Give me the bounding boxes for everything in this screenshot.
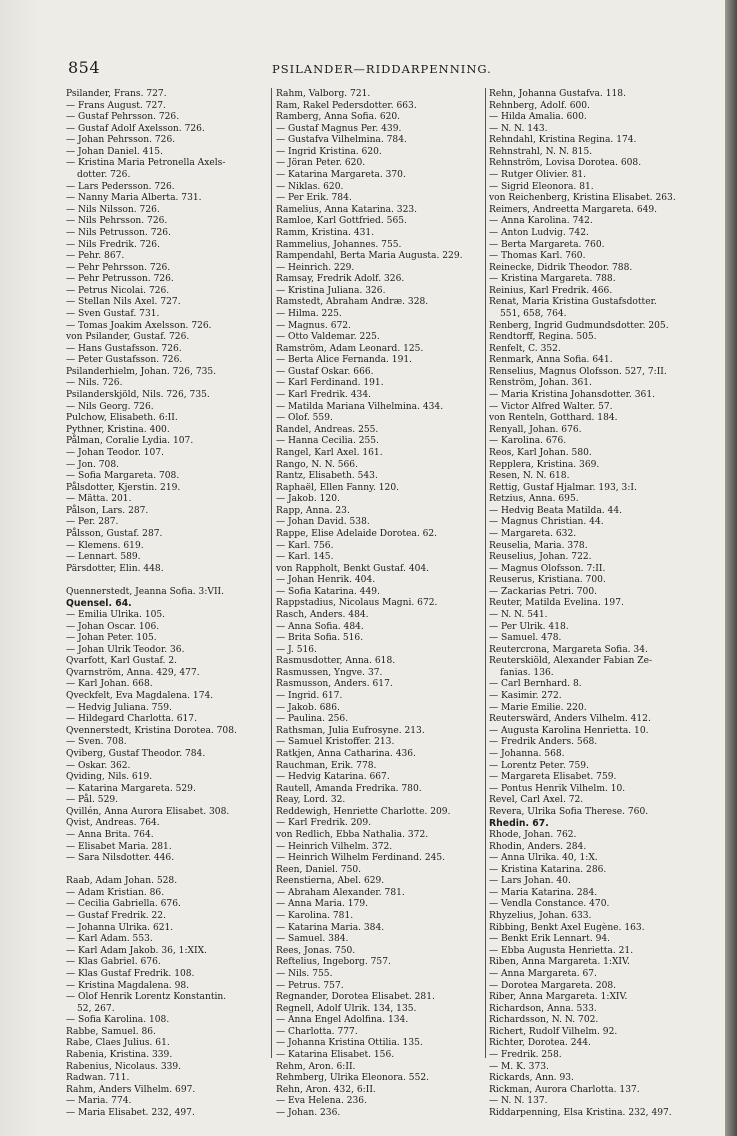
index-entry: Pärsdotter, Elin. 448. xyxy=(66,563,164,574)
index-entry: Rabenius, Nicolaus. 339. xyxy=(66,1061,182,1072)
index-entry: Rhyzelius, Johan. 633. xyxy=(489,911,592,922)
index-entry: — Karl. 145. xyxy=(276,552,334,563)
index-entry: — Sven. 708. xyxy=(66,737,127,748)
index-entry: — Nils Georg. 726. xyxy=(66,401,154,412)
index-entry: — Katarina Maria. 384. xyxy=(276,922,385,933)
index-entry: von Rappholt, Benkt Gustaf. 404. xyxy=(276,563,430,574)
index-entry: — N. N. 143. xyxy=(489,123,548,134)
index-entry: — Magnus Olofsson. 7:II. xyxy=(489,563,606,574)
page-number: 854 xyxy=(68,58,101,77)
index-entry: — Hildegard Charlotta. 617. xyxy=(66,714,197,725)
index-entry: Pålman, Coralie Lydia. 107. xyxy=(66,436,194,447)
index-entry: — Johanna Ulrika. 621. xyxy=(66,922,174,933)
index-entry: Rasmusdotter, Anna. 618. xyxy=(276,656,396,667)
index-entry: Revera, Ulrika Sofia Therese. 760. xyxy=(489,806,649,817)
index-entry: Quennerstedt, Jeanna Sofia. 3:VII. xyxy=(66,586,225,597)
index-entry: Rhode, Johan. 762. xyxy=(489,830,577,840)
index-entry: Reftelius, Ingeborg. 757. xyxy=(276,957,391,968)
index-entry: — Maria Katarina. 284. xyxy=(489,887,598,898)
index-entry: Qvarnström, Anna. 429, 477. xyxy=(66,667,200,678)
index-entry: — Johan Pehrsson. 726. xyxy=(66,135,176,146)
index-entry: — Hedvig Beata Matilda. 44. xyxy=(489,505,623,516)
index-entry: Rahm, Valborg. 721. xyxy=(276,89,371,99)
index-entry: Reuserus, Kristiana. 700. xyxy=(489,575,606,586)
column-rule xyxy=(271,88,272,1058)
index-entry: — Kasimir. 272. xyxy=(489,691,562,702)
index-entry: Reuterswärd, Anders Vilhelm. 412. xyxy=(489,714,651,725)
index-entry: Rehmberg, Ulrika Eleonora. 552. xyxy=(276,1073,430,1084)
index-entry: — Katarina Margareta. 370. xyxy=(276,170,406,181)
index-entry: — Anna Margareta. 67. xyxy=(489,968,597,979)
index-entry: Rabbe, Samuel. 86. xyxy=(66,1026,156,1037)
index-entry: — Berta Alice Fernanda. 191. xyxy=(276,355,413,366)
index-entry: Repplera, Kristina. 369. xyxy=(489,459,600,470)
index-entry: — Jöran Peter. 620. xyxy=(276,158,366,169)
index-entry: — Katarina Margareta. 529. xyxy=(66,783,196,794)
section-gap xyxy=(66,575,266,587)
index-entry: — Otto Valdemar. 225. xyxy=(276,332,380,343)
index-entry: — Pehr. 867. xyxy=(66,251,125,262)
index-entry: — Gustaf Oskar. 666. xyxy=(276,366,374,377)
index-entry: — Sofia Karolina. 108. xyxy=(66,1015,170,1026)
index-entry: — Per. 287. xyxy=(66,517,119,528)
index-entry: — Gustaf Magnus Per. 439. xyxy=(276,123,402,134)
index-entry: — Johan Henrik. 404. xyxy=(276,575,376,586)
index-entry: Ramm, Kristina. 431. xyxy=(276,227,375,238)
index-entry: von Psilander, Gustaf. 726. xyxy=(66,332,190,343)
index-column-2 xyxy=(276,89,481,1118)
index-entry: Pålson, Lars. 287. xyxy=(66,505,149,516)
index-entry: dotter. 726. xyxy=(77,170,131,181)
index-entry: — Karolina. 781. xyxy=(276,911,354,922)
index-entry: — Matilda Mariana Vilhelmina. 434. xyxy=(276,401,444,412)
index-entry: — Benkt Erik Lennart. 94. xyxy=(489,934,611,945)
index-entry: — Sara Nilsdotter. 446. xyxy=(66,853,175,864)
index-entry: — Olof. 559. xyxy=(276,413,333,424)
index-entry: — Marie Emilie. 220. xyxy=(489,702,587,713)
index-entry: — Kristina Magdalena. 98. xyxy=(66,980,190,991)
index-entry: — Klemens. 619. xyxy=(66,540,144,551)
index-entry: Pythner, Kristina. 400. xyxy=(66,424,170,435)
index-entry: — Johanna Kristina Ottilia. 135. xyxy=(276,1038,423,1049)
index-entry: — Per Ulrik. 418. xyxy=(489,621,569,632)
index-entry: — Katarina Elisabet. 156. xyxy=(276,1049,395,1060)
index-entry: Qvennerstedt, Kristina Dorotea. 708. xyxy=(66,725,237,736)
index-entry: — Anna Maria. 179. xyxy=(276,899,369,910)
index-entry: — Hilma. 225. xyxy=(276,308,342,319)
index-entry: — Paulina. 256. xyxy=(276,714,349,725)
index-entry: — Peter Gustafsson. 726. xyxy=(66,355,183,366)
index-entry: Revel, Carl Axel. 72. xyxy=(489,795,584,806)
index-entry: — Carl Bernhard. 8. xyxy=(489,679,582,690)
index-entry: Rapp, Anna. 23. xyxy=(276,505,350,516)
index-entry: — Gustafva Vilhelmina. 784. xyxy=(276,135,407,146)
index-entry: — Maria Kristina Johansdotter. 361. xyxy=(489,390,656,401)
index-column-1 xyxy=(66,89,266,1118)
index-entry: — Nils. 726. xyxy=(66,378,123,389)
index-entry: — Hedvig Juliana. 759. xyxy=(66,702,172,713)
index-entry: — Nils Fredrik. 726. xyxy=(66,239,160,250)
index-entry: Reddewigh, Henriette Charlotte. 209. xyxy=(276,806,451,817)
index-entry: Renmark, Anna Sofia. 641. xyxy=(489,355,613,366)
index-entry: Rauchman, Erik. 778. xyxy=(276,760,377,771)
index-entry: Reutercrona, Margareta Sofia. 34. xyxy=(489,644,648,655)
index-entry: Riddarpenning, Elsa Kristina. 232, 497. xyxy=(489,1107,672,1118)
index-entry: Randel, Andreas. 255. xyxy=(276,424,379,435)
index-entry: Ram, Rakel Pedersdotter. 663. xyxy=(276,100,417,111)
index-entry: — Rutger Olivier. 81. xyxy=(489,170,587,181)
index-entry: Rehm, Aron. 6:II. xyxy=(276,1061,356,1072)
index-entry: Rehndahl, Kristina Regina. 174. xyxy=(489,135,637,146)
index-entry: 551, 658, 764. xyxy=(500,308,567,319)
index-entry: — Karolina. 676. xyxy=(489,436,567,447)
index-entry: Rickards, Ann. 93. xyxy=(489,1073,574,1084)
index-entry: — Lars Pedersson. 726. xyxy=(66,181,175,192)
index-entry: Riber, Anna Margareta. 1:XIV. xyxy=(489,992,628,1003)
index-entry: Rehnberg, Adolf. 600. xyxy=(489,100,590,111)
index-entry: Rangel, Karl Axel. 161. xyxy=(276,447,383,458)
index-entry: Riben, Anna Margareta. 1:XIV. xyxy=(489,957,630,968)
index-entry: Renselius, Magnus Olofsson. 527, 7:II. xyxy=(489,366,667,377)
index-entry: Rabe, Claes Julius. 61. xyxy=(66,1038,170,1049)
family-heading: Rhedin. 67. xyxy=(489,818,549,830)
index-entry: — Johan Oscar. 106. xyxy=(66,621,160,632)
index-entry: — Magnus Christian. 44. xyxy=(489,517,604,528)
index-entry: Qvillén, Anna Aurora Elisabet. 308. xyxy=(66,806,230,817)
index-entry: Rehnstrahl, N. N. 815. xyxy=(489,146,593,157)
index-entry: Radwan. 711. xyxy=(66,1073,130,1084)
index-entry: Rahm, Anders Vilhelm. 697. xyxy=(66,1084,196,1095)
index-entry: Resen, N. N. 618. xyxy=(489,471,570,482)
index-entry: Rappstadius, Nicolaus Magni. 672. xyxy=(276,598,438,609)
index-entry: Qveckfelt, Eva Magdalena. 174. xyxy=(66,691,214,702)
index-entry: — Oskar. 362. xyxy=(66,760,131,771)
index-entry: Rabenia, Kristina. 339. xyxy=(66,1049,173,1060)
index-entry: — Karl Adam Jakob. 36, 1:XIX. xyxy=(66,945,207,956)
index-entry: Rendtorff, Regina. 505. xyxy=(489,332,597,343)
index-entry: Richardsson, N. N. 702. xyxy=(489,1015,599,1026)
index-entry: — Niklas. 620. xyxy=(276,181,344,192)
index-entry: — Brita Sofia. 516. xyxy=(276,633,364,644)
index-entry: — Magnus. 672. xyxy=(276,320,351,331)
index-entry: Renström, Johan. 361. xyxy=(489,378,592,389)
index-entry: Reuselius, Johan. 722. xyxy=(489,552,592,563)
index-entry: Rathsman, Julia Eufrosyne. 213. xyxy=(276,725,425,736)
index-entry: — Emilia Ulrika. 105. xyxy=(66,610,166,621)
index-entry: — Per Erik. 784. xyxy=(276,193,352,204)
index-entry: — Karl Johan. 668. xyxy=(66,679,153,690)
index-entry: — Maria Elisabet. 232, 497. xyxy=(66,1107,195,1118)
index-entry: — Lars Johan. 40. xyxy=(489,876,571,887)
index-entry: — Nanny Maria Alberta. 731. xyxy=(66,193,202,204)
index-entry: — Johan. 236. xyxy=(276,1107,341,1118)
index-entry: — Karl Ferdinand. 191. xyxy=(276,378,384,389)
index-entry: — Gustaf Fredrik. 22. xyxy=(66,911,166,922)
index-entry: Rampendahl, Berta Maria Augusta. 229. xyxy=(276,251,463,262)
index-entry: — Klas Gabriel. 676. xyxy=(66,957,161,968)
index-entry: Rehnström, Lovisa Dorotea. 608. xyxy=(489,158,642,169)
index-entry: — Dorotea Margareta. 208. xyxy=(489,980,617,991)
index-entry: — Abraham Alexander. 781. xyxy=(276,887,405,898)
index-entry: — Ingrid Kristina. 620. xyxy=(276,146,382,157)
index-entry: — Nils. 755. xyxy=(276,968,333,979)
index-entry: Richert, Rudolf Vilhelm. 92. xyxy=(489,1026,618,1037)
index-entry: — Johanna. 568. xyxy=(489,748,565,759)
index-entry: Reinius, Karl Fredrik. 466. xyxy=(489,285,613,296)
index-entry: Pålsdotter, Kjerstin. 219. xyxy=(66,482,181,493)
index-entry: Rehn, Johanna Gustafva. 118. xyxy=(489,89,626,99)
index-entry: — Sigrid Eleonora. 81. xyxy=(489,181,594,192)
index-entry: Rammelius, Johannes. 755. xyxy=(276,239,402,250)
index-entry: — N. N. 137. xyxy=(489,1096,548,1107)
index-entry: Rhodin, Anders. 284. xyxy=(489,841,587,852)
index-entry: Qvist, Andreas. 764. xyxy=(66,818,160,829)
index-entry: — Fredrik Anders. 568. xyxy=(489,737,598,748)
index-entry: — Lennart. 589. xyxy=(66,552,141,563)
index-entry: — Sven Gustaf. 731. xyxy=(66,308,160,319)
index-entry: — Frans August. 727. xyxy=(66,100,166,111)
index-entry: — Pehr Petrusson. 726. xyxy=(66,274,174,285)
index-entry: Reay, Lord. 32. xyxy=(276,795,346,806)
index-entry: Rettig, Gustaf Hjalmar. 193, 3:I. xyxy=(489,482,637,493)
index-column-3 xyxy=(489,89,701,1118)
index-entry: — N. N. 541. xyxy=(489,610,548,621)
index-entry: — Nils Petrusson. 726. xyxy=(66,227,171,238)
index-entry: Rautell, Amanda Fredrika. 780. xyxy=(276,783,422,794)
index-entry: Raab, Adam Johan. 528. xyxy=(66,876,178,887)
index-entry: Ramberg, Anna Sofia. 620. xyxy=(276,112,401,123)
index-entry: — Klas Gustaf Fredrik. 108. xyxy=(66,968,195,979)
column-rule xyxy=(485,88,486,1058)
index-entry: Rasmusson, Anders. 617. xyxy=(276,679,393,690)
index-entry: — Kristina Juliana. 326. xyxy=(276,285,386,296)
index-entry: — Gustaf Pehrsson. 726. xyxy=(66,112,180,123)
index-entry: — Margareta Elisabet. 759. xyxy=(489,772,617,783)
index-entry: — Thomas Karl. 760. xyxy=(489,251,586,262)
index-entry: — Jon. 708. xyxy=(66,459,119,470)
index-entry: — Jakob. 120. xyxy=(276,494,340,505)
index-entry: — Petrus. 757. xyxy=(276,980,344,991)
index-entry: — Anna Sofia. 484. xyxy=(276,621,364,632)
index-entry: Rees, Jonas. 750. xyxy=(276,945,356,956)
index-entry: — Elisabet Maria. 281. xyxy=(66,841,172,852)
index-entry: — Anton Ludvig. 742. xyxy=(489,227,589,238)
index-entry: fanias. 136. xyxy=(500,667,554,678)
index-entry: — Ingrid. 617. xyxy=(276,691,343,702)
index-entry: Renberg, Ingrid Gudmundsdotter. 205. xyxy=(489,320,669,331)
index-entry: — Johan Teodor. 107. xyxy=(66,447,165,458)
index-entry: Reinecke, Didrik Theodor. 788. xyxy=(489,262,633,273)
index-entry: — Zackarias Petri. 700. xyxy=(489,586,598,597)
index-entry: Reenstierna, Abel. 629. xyxy=(276,876,385,887)
index-entry: Regnell, Adolf Ulrik. 134, 135. xyxy=(276,1003,417,1014)
index-entry: — Jakob. 686. xyxy=(276,702,340,713)
family-heading: Quensel. 64. xyxy=(66,598,132,610)
index-entry: Ratkjen, Anna Catharina. 436. xyxy=(276,748,416,759)
index-entry: Pulchow, Elisabeth. 6:II. xyxy=(66,413,178,424)
index-entry: — Cecilia Gabriella. 676. xyxy=(66,899,181,910)
index-entry: — Olof Henrik Lorentz Konstantin. xyxy=(66,992,227,1003)
index-entry: Renyall, Johan. 676. xyxy=(489,424,582,435)
index-entry: Richter, Dorotea. 244. xyxy=(489,1038,591,1049)
index-entry: Rango, N. N. 566. xyxy=(276,459,358,470)
index-entry: — Vendla Constance. 470. xyxy=(489,899,610,910)
index-entry: — Hilda Amalia. 600. xyxy=(489,112,587,123)
index-entry: — Adam Kristian. 86. xyxy=(66,887,165,898)
index-entry: — Anna Ulrika. 40, 1:X. xyxy=(489,853,598,864)
index-entry: Ramelius, Anna Katarina. 323. xyxy=(276,204,418,215)
index-entry: — Samuel. 478. xyxy=(489,633,562,644)
index-entry: — Victor Alfred Walter. 57. xyxy=(489,401,613,412)
index-entry: — Pål. 529. xyxy=(66,795,119,806)
index-entry: — Augusta Karolina Henrietta. 10. xyxy=(489,725,649,736)
index-entry: — Samuel Kristoffer. 213. xyxy=(276,737,395,748)
index-entry: — Nils Nilsson. 726. xyxy=(66,204,160,215)
index-entry: Reen, Daniel. 750. xyxy=(276,864,362,875)
index-entry: — Berta Margareta. 760. xyxy=(489,239,605,250)
index-entry: — Mätta. 201. xyxy=(66,494,132,505)
index-entry: — Kristina Katarina. 286. xyxy=(489,864,607,875)
index-entry: Regnander, Dorotea Elisabet. 281. xyxy=(276,992,435,1003)
index-entry: Reuterskiöld, Alexander Fabian Ze- xyxy=(489,656,653,667)
index-entry: von Reichenberg, Kristina Elisabet. 263. xyxy=(489,193,676,204)
index-entry: — Karl. 756. xyxy=(276,540,334,551)
index-entry: — Johan Ulrik Teodor. 36. xyxy=(66,644,185,655)
index-entry: — Stellan Nils Axel. 727. xyxy=(66,297,181,308)
page-gutter xyxy=(0,0,38,1136)
index-entry: Ramloe, Karl Gottfried. 565. xyxy=(276,216,407,227)
index-entry: Raphaël, Ellen Fanny. 120. xyxy=(276,482,400,493)
index-entry: Pålsson, Gustaf. 287. xyxy=(66,528,163,539)
index-entry: — Johan Peter. 105. xyxy=(66,633,157,644)
index-entry: von Renteln, Gotthard. 184. xyxy=(489,413,618,424)
index-entry: — J. 516. xyxy=(276,644,317,655)
section-gap xyxy=(66,865,266,877)
index-entry: — Johan David. 538. xyxy=(276,517,370,528)
index-entry: — M. K. 373. xyxy=(489,1061,549,1072)
index-entry: — Tomas Joakim Axelsson. 726. xyxy=(66,320,212,331)
index-entry: Rasch, Anders. 484. xyxy=(276,610,369,621)
index-entry: — Hans Gustafsson. 726. xyxy=(66,343,182,354)
running-head: PSILANDER—RIDDARPENNING. xyxy=(272,62,492,76)
index-entry: — Maria. 774. xyxy=(66,1096,132,1107)
index-entry: Rasmussen, Yngve. 37. xyxy=(276,667,383,678)
index-entry: — Charlotta. 777. xyxy=(276,1026,358,1037)
index-entry: — Heinrich. 229. xyxy=(276,262,355,273)
index-entry: — Karl Fredrik. 434. xyxy=(276,390,372,401)
index-entry: — Heinrich Vilhelm. 372. xyxy=(276,841,393,852)
index-entry: Psilander, Frans. 727. xyxy=(66,89,167,99)
index-entry: Retzius, Anna. 695. xyxy=(489,494,579,505)
index-entry: — Karl Fredrik. 209. xyxy=(276,818,372,829)
index-entry: — Petrus Nicolai. 726. xyxy=(66,285,170,296)
index-entry: Richardson, Anna. 533. xyxy=(489,1003,597,1014)
index-entry: — Karl Adam. 553. xyxy=(66,934,153,945)
index-entry: Qviberg, Gustaf Theodor. 784. xyxy=(66,748,206,759)
index-entry: — Eva Helena. 236. xyxy=(276,1096,367,1107)
index-entry: — Anna Karolina. 742. xyxy=(489,216,593,227)
index-entry: — Fredrik. 258. xyxy=(489,1049,562,1060)
index-entry: — Nils Pehrsson. 726. xyxy=(66,216,168,227)
index-entry: Ramström, Adam Leonard. 125. xyxy=(276,343,424,354)
index-entry: Qviding, Nils. 619. xyxy=(66,772,153,783)
index-entry: — Johan Daniel. 415. xyxy=(66,146,163,157)
index-entry: Ribbing, Benkt Axel Eugène. 163. xyxy=(489,922,645,933)
index-entry: Reimers, Andreetta Margareta. 649. xyxy=(489,204,658,215)
index-entry: — Anna Brita. 764. xyxy=(66,830,154,840)
index-entry: — Pontus Henrik Vilhelm. 10. xyxy=(489,783,626,794)
index-entry: 52, 267. xyxy=(77,1003,115,1014)
index-entry: Psilanderhielm, Johan. 726, 735. xyxy=(66,366,217,377)
index-entry: — Anna Engel Adolfina. 134. xyxy=(276,1015,409,1026)
index-entry: Rickman, Aurora Charlotta. 137. xyxy=(489,1084,640,1095)
index-entry: — Hanna Cecilia. 255. xyxy=(276,436,379,447)
index-entry: — Gustaf Adolf Axelsson. 726. xyxy=(66,123,205,134)
index-entry: Psilanderskjöld, Nils. 726, 735. xyxy=(66,390,210,401)
index-entry: Renfelt, C. 352. xyxy=(489,343,561,354)
index-entry: Rappe, Elise Adelaide Dorotea. 62. xyxy=(276,528,438,539)
index-entry: Rehn, Aron. 432, 6:II. xyxy=(276,1084,376,1095)
index-entry: — Margareta. 632. xyxy=(489,528,577,539)
index-entry: Ramstedt, Abraham Andræ. 328. xyxy=(276,297,429,308)
index-entry: Renat, Maria Kristina Gustafsdotter. xyxy=(489,297,657,308)
index-entry: — Sofia Katarina. 449. xyxy=(276,586,380,597)
index-entry: — Lorentz Peter. 759. xyxy=(489,760,589,771)
index-entry: — Pehr Pehrsson. 726. xyxy=(66,262,171,273)
index-entry: — Heinrich Wilhelm Ferdinand. 245. xyxy=(276,853,446,864)
index-entry: — Samuel. 384. xyxy=(276,934,349,945)
index-entry: von Redlich, Ebba Nathalia. 372. xyxy=(276,830,429,840)
index-entry: Reos, Karl Johan. 580. xyxy=(489,447,592,458)
index-entry: — Ebba Augusta Henrietta. 21. xyxy=(489,945,634,956)
index-entry: — Kristina Maria Petronella Axels- xyxy=(66,158,226,169)
index-entry: — Kristina Margareta. 788. xyxy=(489,274,616,285)
index-entry: Ramsay, Fredrik Adolf. 326. xyxy=(276,274,405,285)
index-entry: Rantz, Elisabeth. 543. xyxy=(276,471,378,482)
index-entry: Qvarfott, Karl Gustaf. 2. xyxy=(66,656,178,667)
index-entry: — Hedvig Katarina. 667. xyxy=(276,772,390,783)
page-edge-shadow xyxy=(725,0,737,1136)
index-entry: Reuselia, Maria. 378. xyxy=(489,540,588,551)
index-entry: — Sofia Margareta. 708. xyxy=(66,471,180,482)
index-entry: Reuter, Matilda Evelina. 197. xyxy=(489,598,624,609)
